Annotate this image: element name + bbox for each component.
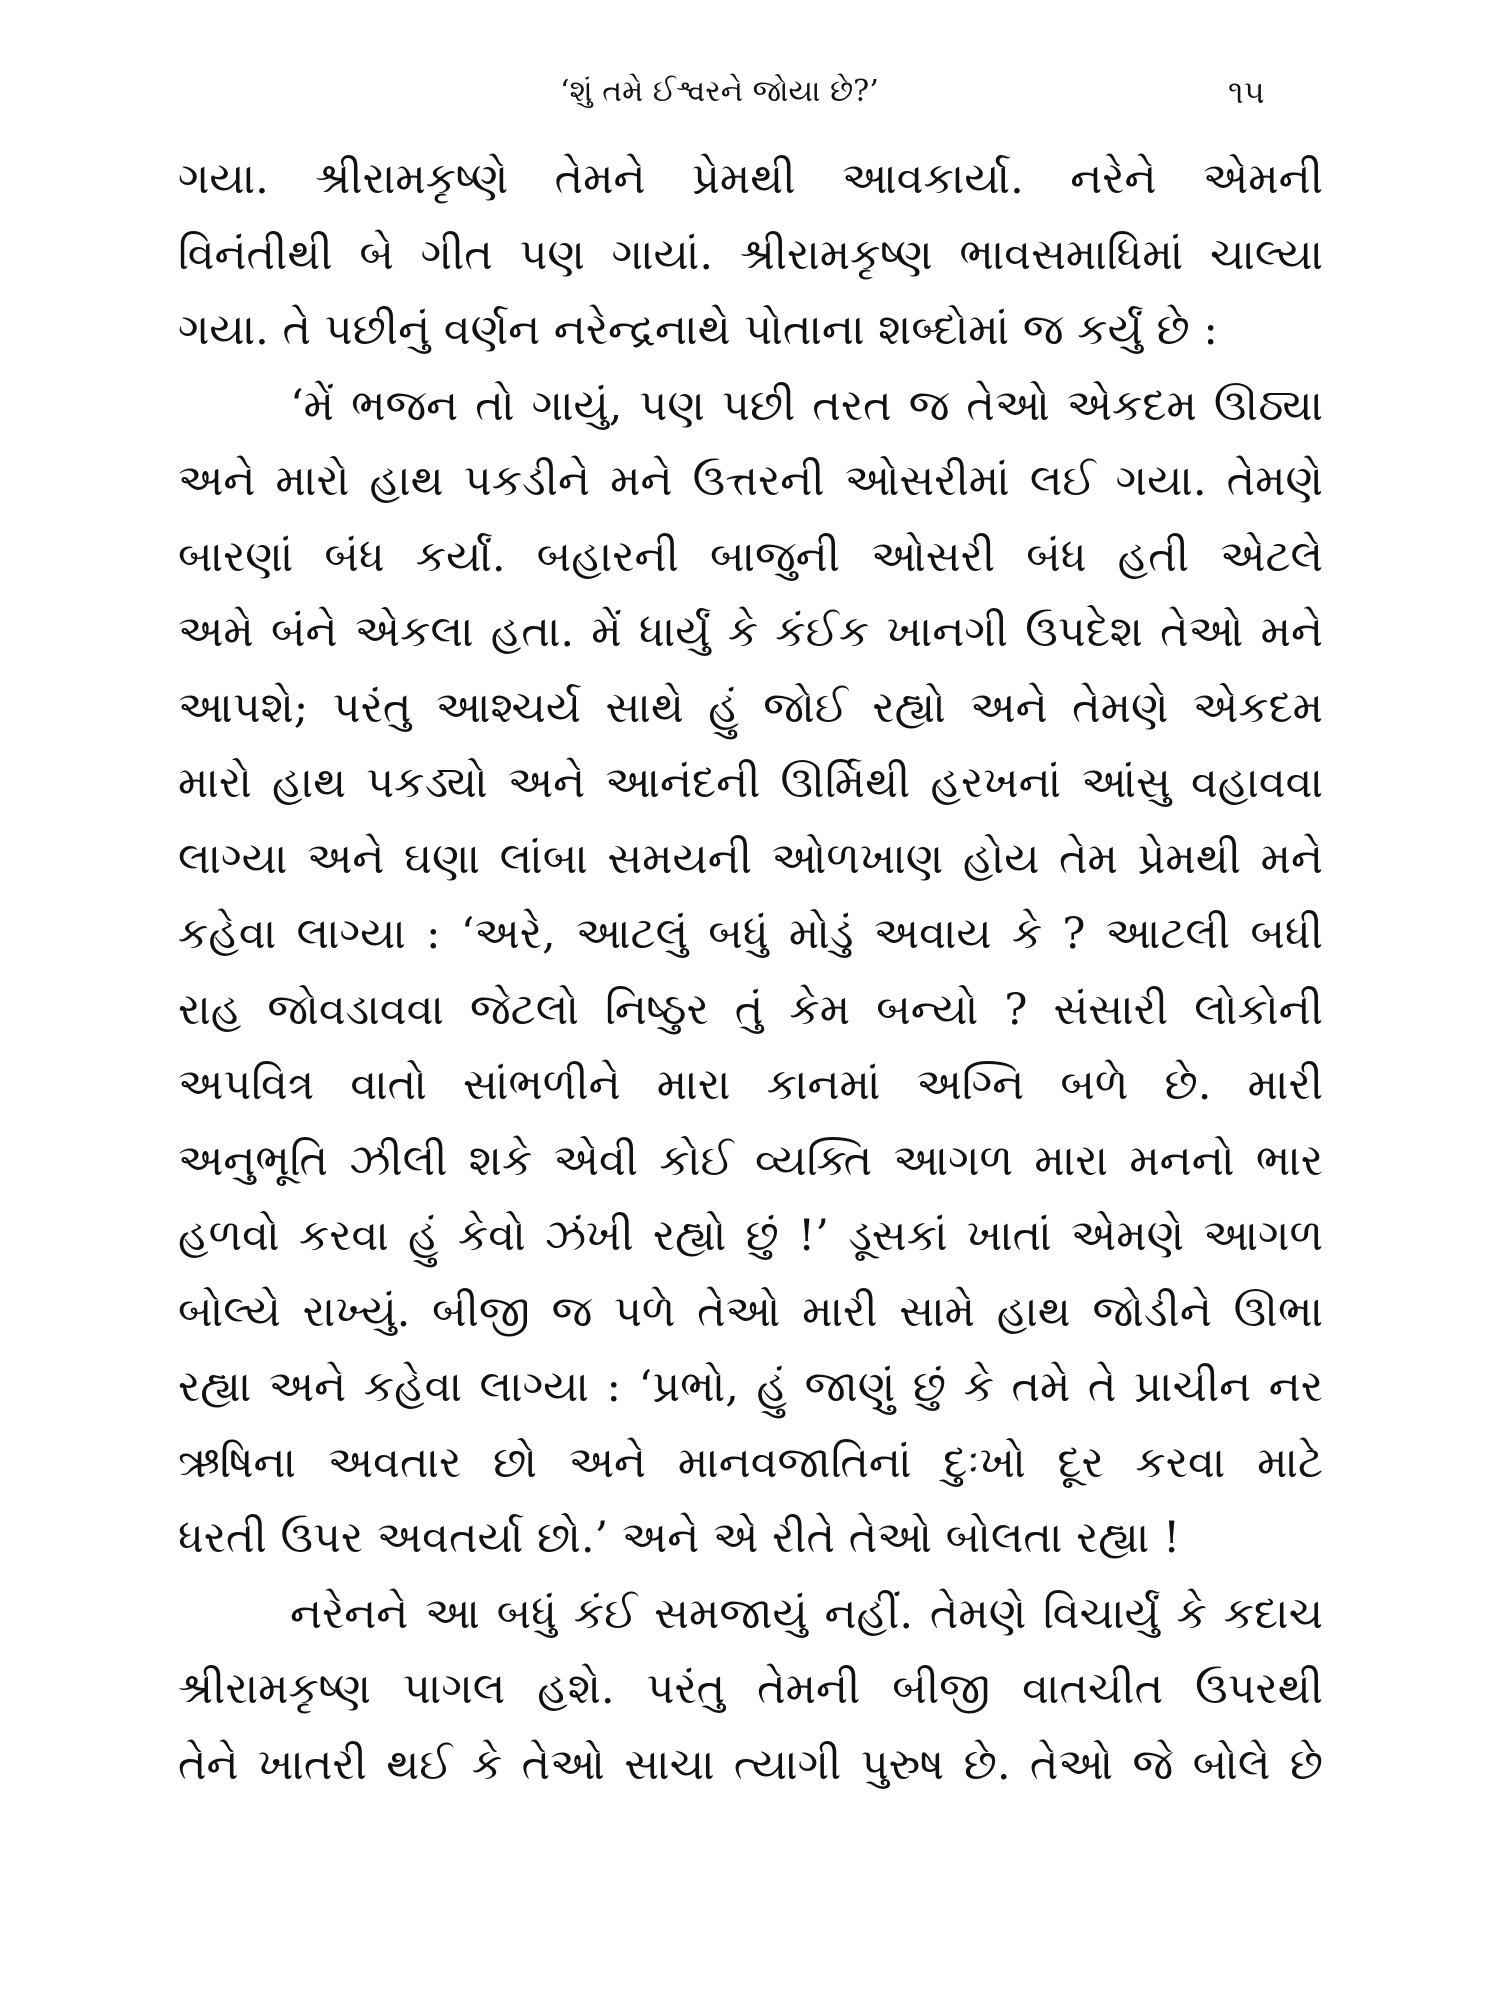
text-line: લાગ્યા અને ઘણા લાંબા સમયની ઓળખાણ હોય તેમ પ્રેમથી મને <box>178 833 1323 884</box>
text-line: મારો હાથ પકડ્યો અને આનંદની ઊર્મિથી હરખનાં આંસુ વહાવવા <box>178 758 1323 808</box>
text-line: અમે બંને એકલા હતા. મેં ધાર્યું કે કંઈક ખાનગી ઉપદેશ તેઓ મને <box>178 607 1323 657</box>
text-line: રહ્યા અને કહેવા લાગ્યા : ‘પ્રભો, હું જાણું છું કે તમે તે પ્રાચીન નર <box>178 1362 1323 1412</box>
text-line: તેને ખાતરી થઈ કે તેઓ સાચા ત્યાગી પુરુષ છે. તેઓ જે બોલે છે <box>178 1739 1323 1790</box>
running-header: ‘શું તમે ઈશ્વરને જોયા છે?’ <box>560 74 879 109</box>
text-line: નરેનને આ બધું કંઈ સમજાયું નહીં. તેમણે વિચાર્યું કે કદાચ <box>290 1588 1323 1639</box>
text-line: બારણાં બંધ કર્યાં. બહારની બાજુની ઓસરી બંધ હતી એટલે <box>178 531 1323 582</box>
text-line: વિનંતીથી બે ગીત પણ ગાયાં. શ્રીરામકૃષ્ણ ભાવસમાધિમાં ચાલ્યા <box>178 229 1323 280</box>
text-line: કહેવા લાગ્યા : ‘અરે, આટલું બધું મોડું અવાય કે ? આટલી બધી <box>178 909 1323 959</box>
text-line: શ્રીરામકૃષ્ણ પાગલ હશે. પરંતુ તેમની બીજી વાતચીત ઉપરથી <box>178 1664 1323 1714</box>
page-number: ૧૫ <box>1228 73 1265 111</box>
text-line: રાહ જોવડાવવા જેટલો નિષ્ઠુર તું કેમ બન્યો ? સંસારી લોકોની <box>178 984 1323 1035</box>
body-text <box>178 142 1323 1803</box>
text-line: ગયા. શ્રીરામકૃષ્ણે તેમને પ્રેમથી આવકાર્યા. નરેને એમની <box>178 154 1323 204</box>
text-line: આપશે; પરંતુ આશ્ચર્ય સાથે હું જોઈ રહ્યો અને તેમણે એકદમ <box>178 682 1323 733</box>
text-line: અપવિત્ર વાતો સાંભળીને મારા કાનમાં અગ્નિ બળે છે. મારી <box>178 1060 1323 1110</box>
text-line: હળવો કરવા હું કેવો ઝંખી રહ્યો છું !’ ડૂસકાં ખાતાં એમણે આગળ <box>178 1211 1323 1261</box>
text-line: ‘મેં ભજન તો ગાયું, પણ પછી તરત જ તેઓ એકદમ ઊઠ્યા <box>290 380 1323 431</box>
text-line: ઋષિના અવતાર છો અને માનવજાતિનાં દુઃખો દૂર કરવા માટે <box>178 1437 1323 1488</box>
text-line: ગયા. તે પછીનું વર્ણન નરેન્દ્રનાથે પોતાના શબ્દોમાં જ કર્યું છે : <box>178 305 1218 355</box>
text-line: ધરતી ઉપર અવતર્યા છો.’ અને એ રીતે તેઓ બોલતા રહ્યા ! <box>178 1513 1181 1563</box>
text-line: અને મારો હાથ પકડીને મને ઉત્તરની ઓસરીમાં લઈ ગયા. તેમણે <box>178 456 1323 506</box>
text-line: અનુભૂતિ ઝીલી શકે એવી કોઈ વ્યક્તિ આગળ મારા મનનો ભાર <box>178 1135 1323 1186</box>
text-line: બોલ્યે રાખ્યું. બીજી જ પળે તેઓ મારી સામે હાથ જોડીને ઊભા <box>178 1286 1323 1337</box>
